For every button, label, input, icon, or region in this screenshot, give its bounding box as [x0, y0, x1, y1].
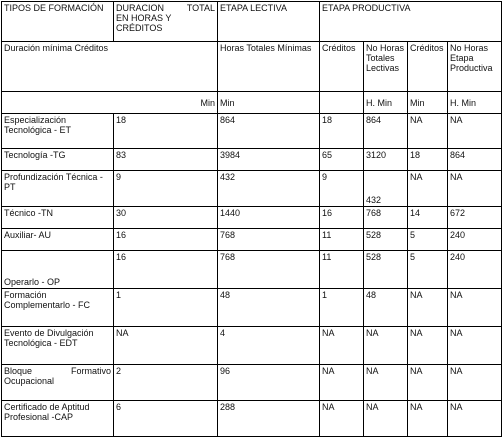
formation-duration-table — [1, 1, 502, 437]
row-tipo: Especialización Tecnológica - ET — [2, 114, 114, 149]
row-tipo: Formación Complementarlo - FC — [2, 289, 114, 327]
row-total: NA — [114, 327, 218, 365]
row-creditos-productiva: 14 — [408, 207, 448, 229]
row-horas-lectiva: 528 — [364, 229, 408, 251]
row-horas-lectiva: 528 — [364, 251, 408, 289]
row-horas: 864 — [218, 114, 320, 149]
table-row — [2, 229, 502, 251]
row-tipo: Operarlo - OP — [2, 251, 114, 289]
row-creditos-productiva: 18 — [408, 149, 448, 171]
row-horas-productiva: NA — [448, 327, 502, 365]
row-horas: 432 — [218, 171, 320, 207]
row-creditos-productiva: NA — [408, 289, 448, 327]
table-subheader-row — [2, 42, 502, 92]
row-creditos-lectiva: 9 — [320, 171, 364, 207]
row-horas-productiva: NA — [448, 365, 502, 401]
row-horas-productiva: NA — [448, 289, 502, 327]
row-tipo: Técnico -TN — [2, 207, 114, 229]
row-total: 16 — [114, 229, 218, 251]
row-total: 16 — [114, 251, 218, 289]
row-creditos-lectiva: NA — [320, 401, 364, 437]
units-min-creditos: Min — [408, 92, 448, 114]
table-row — [2, 327, 502, 365]
row-horas-lectiva: 3120 — [364, 149, 408, 171]
header-tipos-formacion: TIPOS DE FORMACIÓN — [2, 2, 114, 42]
table-row — [2, 289, 502, 327]
row-horas: 3984 — [218, 149, 320, 171]
subheader-no-horas-etapa-productiva: No Horas Etapa Productiva — [448, 42, 502, 92]
table-row — [2, 251, 502, 289]
row-tipo: Auxiliar- AU — [2, 229, 114, 251]
row-creditos-lectiva: 16 — [320, 207, 364, 229]
row-tipo: Evento de Divulgación Tecnológica - EDT — [2, 327, 114, 365]
row-tipo: Certificado de Aptitud Profesional -CAP — [2, 401, 114, 437]
table-row — [2, 114, 502, 149]
row-horas-lectiva: NA — [364, 365, 408, 401]
row-creditos-productiva: NA — [408, 401, 448, 437]
table-row — [2, 207, 502, 229]
row-creditos-lectiva: NA — [320, 365, 364, 401]
row-creditos-lectiva: 18 — [320, 114, 364, 149]
row-horas-productiva: NA — [448, 171, 502, 207]
row-total: 2 — [114, 365, 218, 401]
row-horas: 768 — [218, 229, 320, 251]
row-horas-lectiva: NA — [364, 401, 408, 437]
row-horas-productiva: 240 — [448, 251, 502, 289]
row-horas: 768 — [218, 251, 320, 289]
table-units-row — [2, 92, 502, 114]
row-horas-productiva: 672 — [448, 207, 502, 229]
table-header-row — [2, 2, 502, 42]
row-creditos-lectiva: NA — [320, 327, 364, 365]
table-row — [2, 365, 502, 401]
units-h-min-lectiva: H. Min — [364, 92, 408, 114]
row-creditos-productiva: NA — [408, 365, 448, 401]
row-total: 6 — [114, 401, 218, 437]
row-horas-productiva: 240 — [448, 229, 502, 251]
row-total: 18 — [114, 114, 218, 149]
row-horas-productiva: NA — [448, 114, 502, 149]
row-total: 30 — [114, 207, 218, 229]
row-creditos-lectiva: 1 — [320, 289, 364, 327]
row-horas: 4 — [218, 327, 320, 365]
table-row — [2, 401, 502, 437]
row-creditos-lectiva: 65 — [320, 149, 364, 171]
header-etapa-productiva: ETAPA PRODUCTIVA — [320, 2, 502, 42]
row-horas-lectiva: NA — [364, 327, 408, 365]
row-horas: 48 — [218, 289, 320, 327]
row-creditos-productiva: 5 — [408, 229, 448, 251]
row-creditos-lectiva: 11 — [320, 251, 364, 289]
row-horas-lectiva: 864 — [364, 114, 408, 149]
row-tipo: Bloque Formativo Ocupacional — [2, 365, 114, 401]
row-horas-lectiva: 432 — [364, 171, 408, 207]
table-row — [2, 171, 502, 207]
header-duracion-total-line1: DURACION TOTAL — [116, 3, 215, 13]
header-etapa-lectiva: ETAPA LECTIVA — [218, 2, 320, 42]
row-horas: 1440 — [218, 207, 320, 229]
row-horas: 96 — [218, 365, 320, 401]
header-duracion-total — [114, 2, 218, 42]
subheader-creditos-lectiva: Créditos — [320, 42, 364, 92]
row-creditos-productiva: NA — [408, 171, 448, 207]
units-empty — [320, 92, 364, 114]
units-h-min-productiva: H. Min — [448, 92, 502, 114]
row-horas-lectiva: 768 — [364, 207, 408, 229]
header-duracion-total-line2: EN HORAS Y CRÉDITOS — [116, 13, 172, 33]
row-tipo: Profundización Técnica - PT — [2, 171, 114, 207]
row-creditos-productiva: NA — [408, 327, 448, 365]
subheader-duracion-minima: Duración mínima Créditos — [2, 42, 218, 92]
table-row — [2, 149, 502, 171]
units-min-total: Min — [2, 92, 218, 114]
row-creditos-productiva: 5 — [408, 251, 448, 289]
row-creditos-productiva: NA — [408, 114, 448, 149]
row-total: 83 — [114, 149, 218, 171]
row-horas-lectiva: 48 — [364, 289, 408, 327]
subheader-creditos-productiva: Créditos — [408, 42, 448, 92]
row-total: 9 — [114, 171, 218, 207]
row-total: 1 — [114, 289, 218, 327]
row-horas: 288 — [218, 401, 320, 437]
row-tipo: Tecnología -TG — [2, 149, 114, 171]
row-creditos-lectiva: 11 — [320, 229, 364, 251]
row-horas-productiva: 864 — [448, 149, 502, 171]
row-horas-productiva: NA — [448, 401, 502, 437]
subheader-horas-totales-minimas: Horas Totales Mínimas — [218, 42, 320, 92]
units-min-horas: Min — [218, 92, 320, 114]
subheader-no-horas-totales-lectivas: No Horas Totales Lectivas — [364, 42, 408, 92]
